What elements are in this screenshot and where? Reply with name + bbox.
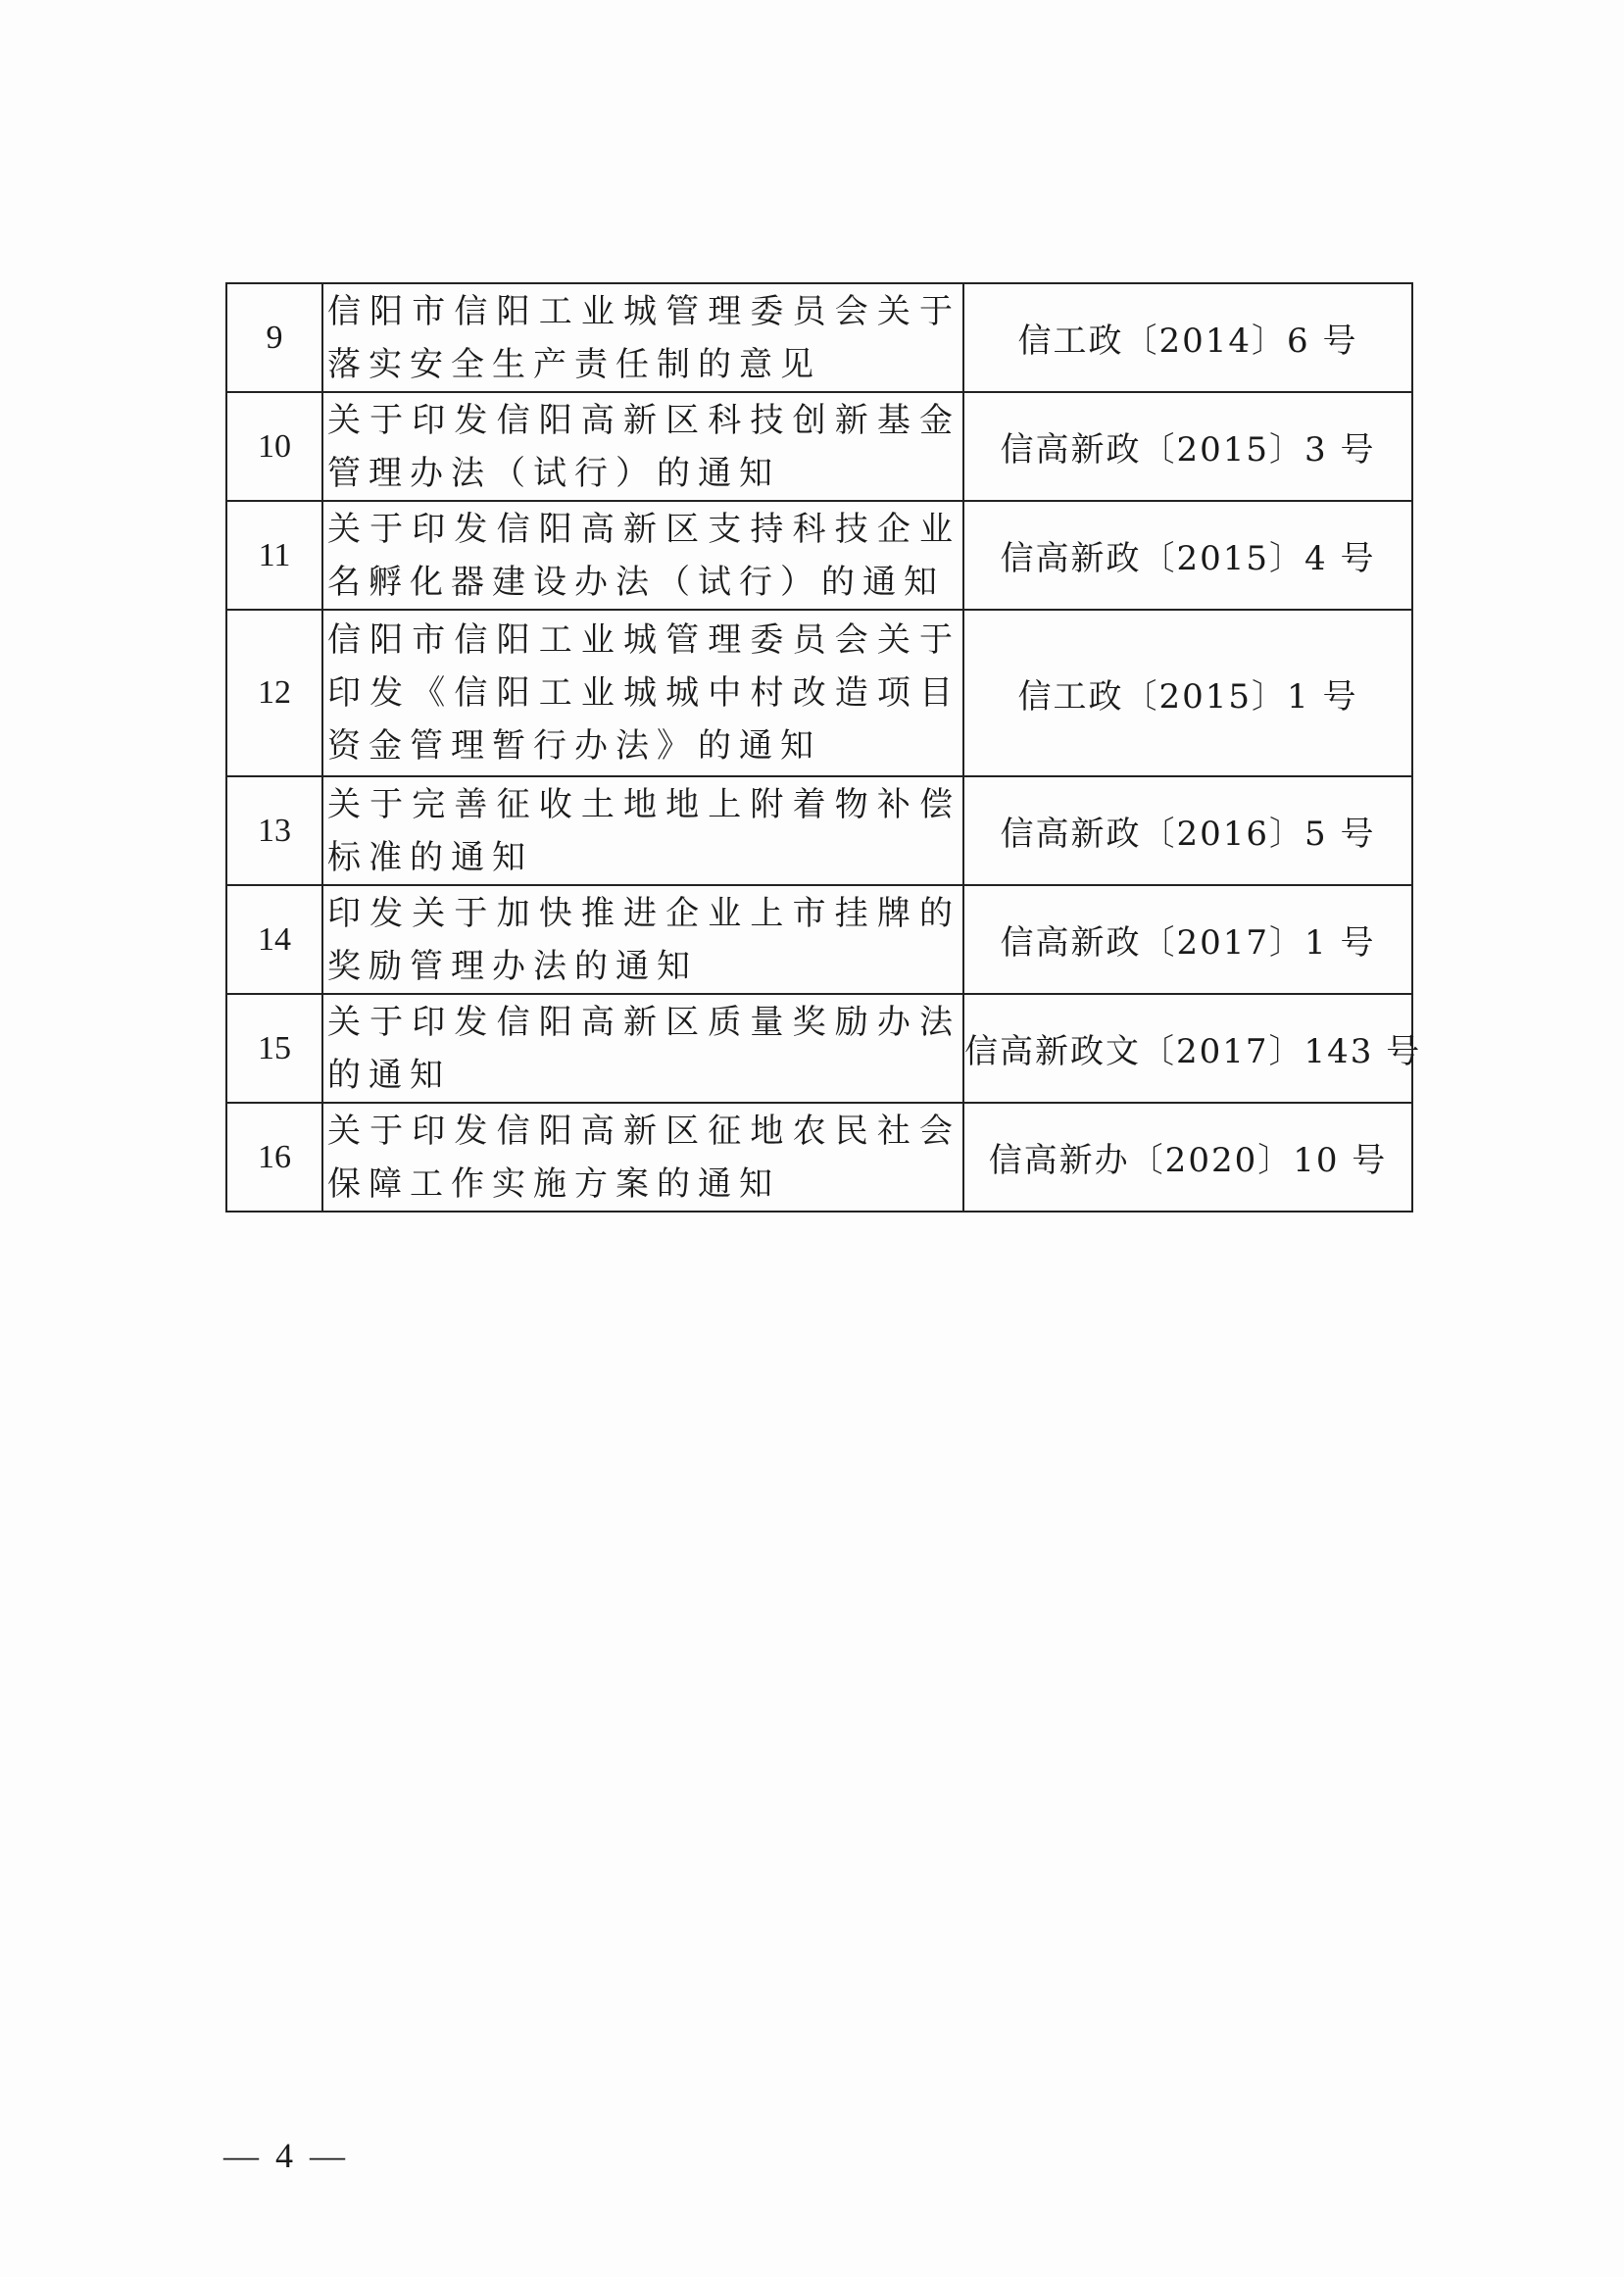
table-row xyxy=(226,994,1412,1103)
row-number: 16 xyxy=(226,1103,322,1212)
document-title: 关于印发信阳高新区质量奖励办法的通知 xyxy=(322,994,963,1103)
document-code: 信工政〔2015〕1 号 xyxy=(963,610,1412,776)
document-code: 信高新办〔2020〕10 号 xyxy=(963,1103,1412,1212)
document-code: 信工政〔2014〕6 号 xyxy=(963,283,1412,392)
document-code: 信高新政〔2016〕5 号 xyxy=(963,776,1412,885)
document-title: 关于印发信阳高新区征地农民社会保障工作实施方案的通知 xyxy=(322,1103,963,1212)
row-number: 14 xyxy=(226,885,322,994)
table-row xyxy=(226,610,1412,776)
document-code: 信高新政〔2015〕4 号 xyxy=(963,501,1412,610)
document-code: 信高新政〔2015〕3 号 xyxy=(963,392,1412,501)
table-row xyxy=(226,885,1412,994)
table-row xyxy=(226,501,1412,610)
row-number: 10 xyxy=(226,392,322,501)
row-number: 12 xyxy=(226,610,322,776)
document-list-table xyxy=(225,282,1422,1213)
document-title: 信阳市信阳工业城管理委员会关于印发《信阳工业城城中村改造项目资金管理暂行办法》的通知 xyxy=(322,610,963,776)
table-row xyxy=(226,392,1412,501)
row-number: 15 xyxy=(226,994,322,1103)
row-number: 9 xyxy=(226,283,322,392)
document-code: 信高新政〔2017〕1 号 xyxy=(963,885,1412,994)
table-row xyxy=(226,776,1412,885)
document-title: 关于完善征收土地地上附着物补偿标准的通知 xyxy=(322,776,963,885)
document-title: 关于印发信阳高新区科技创新基金管理办法（试行）的通知 xyxy=(322,392,963,501)
row-number: 13 xyxy=(226,776,322,885)
page-number: — 4 — xyxy=(223,2136,349,2175)
row-number: 11 xyxy=(226,501,322,610)
document-title: 信阳市信阳工业城管理委员会关于落实安全生产责任制的意见 xyxy=(322,283,963,392)
document-title: 印发关于加快推进企业上市挂牌的奖励管理办法的通知 xyxy=(322,885,963,994)
document-title: 关于印发信阳高新区支持科技企业名孵化器建设办法（试行）的通知 xyxy=(322,501,963,610)
document-code: 信高新政文〔2017〕143 号 xyxy=(963,994,1412,1103)
table-row xyxy=(226,1103,1412,1212)
table-row xyxy=(226,283,1412,392)
